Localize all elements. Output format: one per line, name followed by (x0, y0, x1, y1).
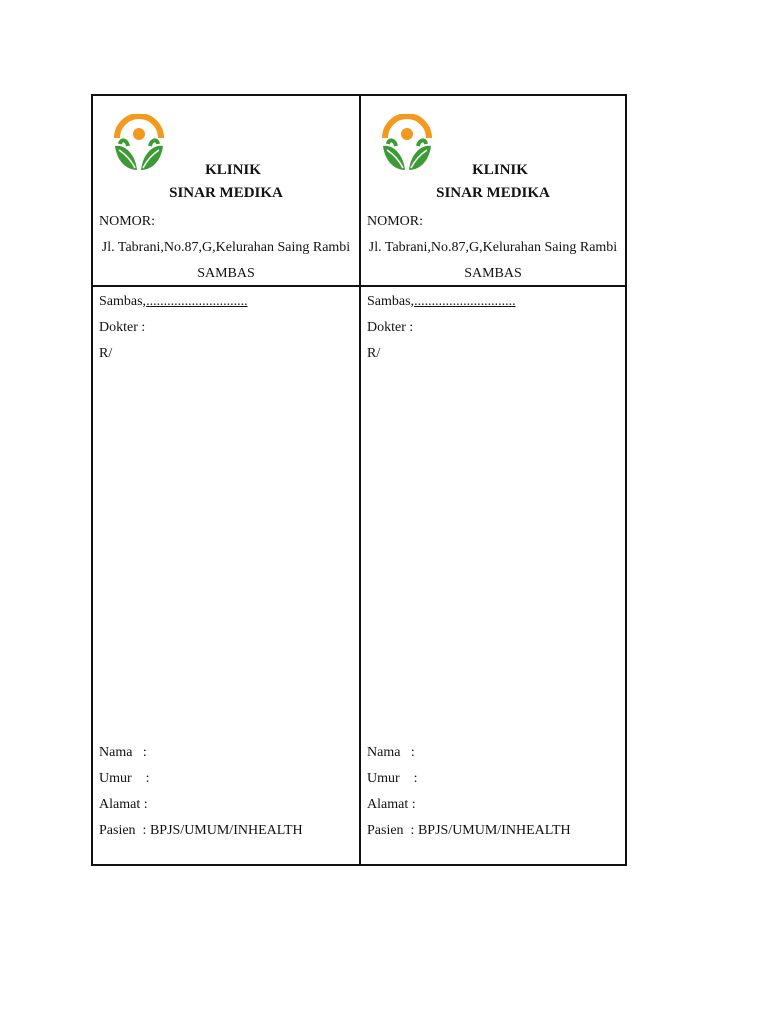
rx-label: R/ (99, 346, 113, 361)
patient-type-label: Pasien : BPJS/UMUM/INHEALTH (367, 823, 571, 838)
nomor-label: NOMOR: (99, 214, 156, 229)
patient-type-label: Pasien : BPJS/UMUM/INHEALTH (99, 823, 303, 838)
patient-name-label: Nama : (99, 745, 147, 760)
form-header (361, 96, 625, 287)
nomor-label: NOMOR: (367, 214, 424, 229)
patient-age-label: Umur : (367, 771, 418, 786)
prescription-form-left (93, 96, 359, 864)
date-line (367, 294, 516, 310)
clinic-city: SAMBAS (197, 266, 255, 281)
clinic-address: Jl. Tabrani,No.87,G,Kelurahan Saing Rambi (368, 240, 618, 255)
clinic-name-title: SINAR MEDIKA (436, 185, 550, 201)
date-line (99, 294, 248, 310)
doctor-label: Dokter : (99, 320, 146, 335)
patient-address-label: Alamat : (367, 797, 416, 812)
date-label: Sambas, (367, 294, 415, 309)
form-header (93, 96, 359, 287)
patient-address-label: Alamat : (99, 797, 148, 812)
patient-age-label: Umur : (99, 771, 150, 786)
clinic-type-title: KLINIK (472, 162, 528, 178)
rx-label: R/ (367, 346, 381, 361)
date-blank: ............................. (146, 294, 248, 309)
prescription-sheet (91, 94, 627, 866)
doctor-label: Dokter : (367, 320, 414, 335)
clinic-type-title: KLINIK (205, 162, 261, 178)
clinic-name-title: SINAR MEDIKA (169, 185, 283, 201)
patient-name-label: Nama : (367, 745, 415, 760)
clinic-city: SAMBAS (464, 266, 522, 281)
date-label: Sambas, (99, 294, 147, 309)
prescription-form-right (359, 96, 625, 864)
date-blank: ............................. (414, 294, 516, 309)
clinic-address: Jl. Tabrani,No.87,G,Kelurahan Saing Rambi (101, 240, 351, 255)
